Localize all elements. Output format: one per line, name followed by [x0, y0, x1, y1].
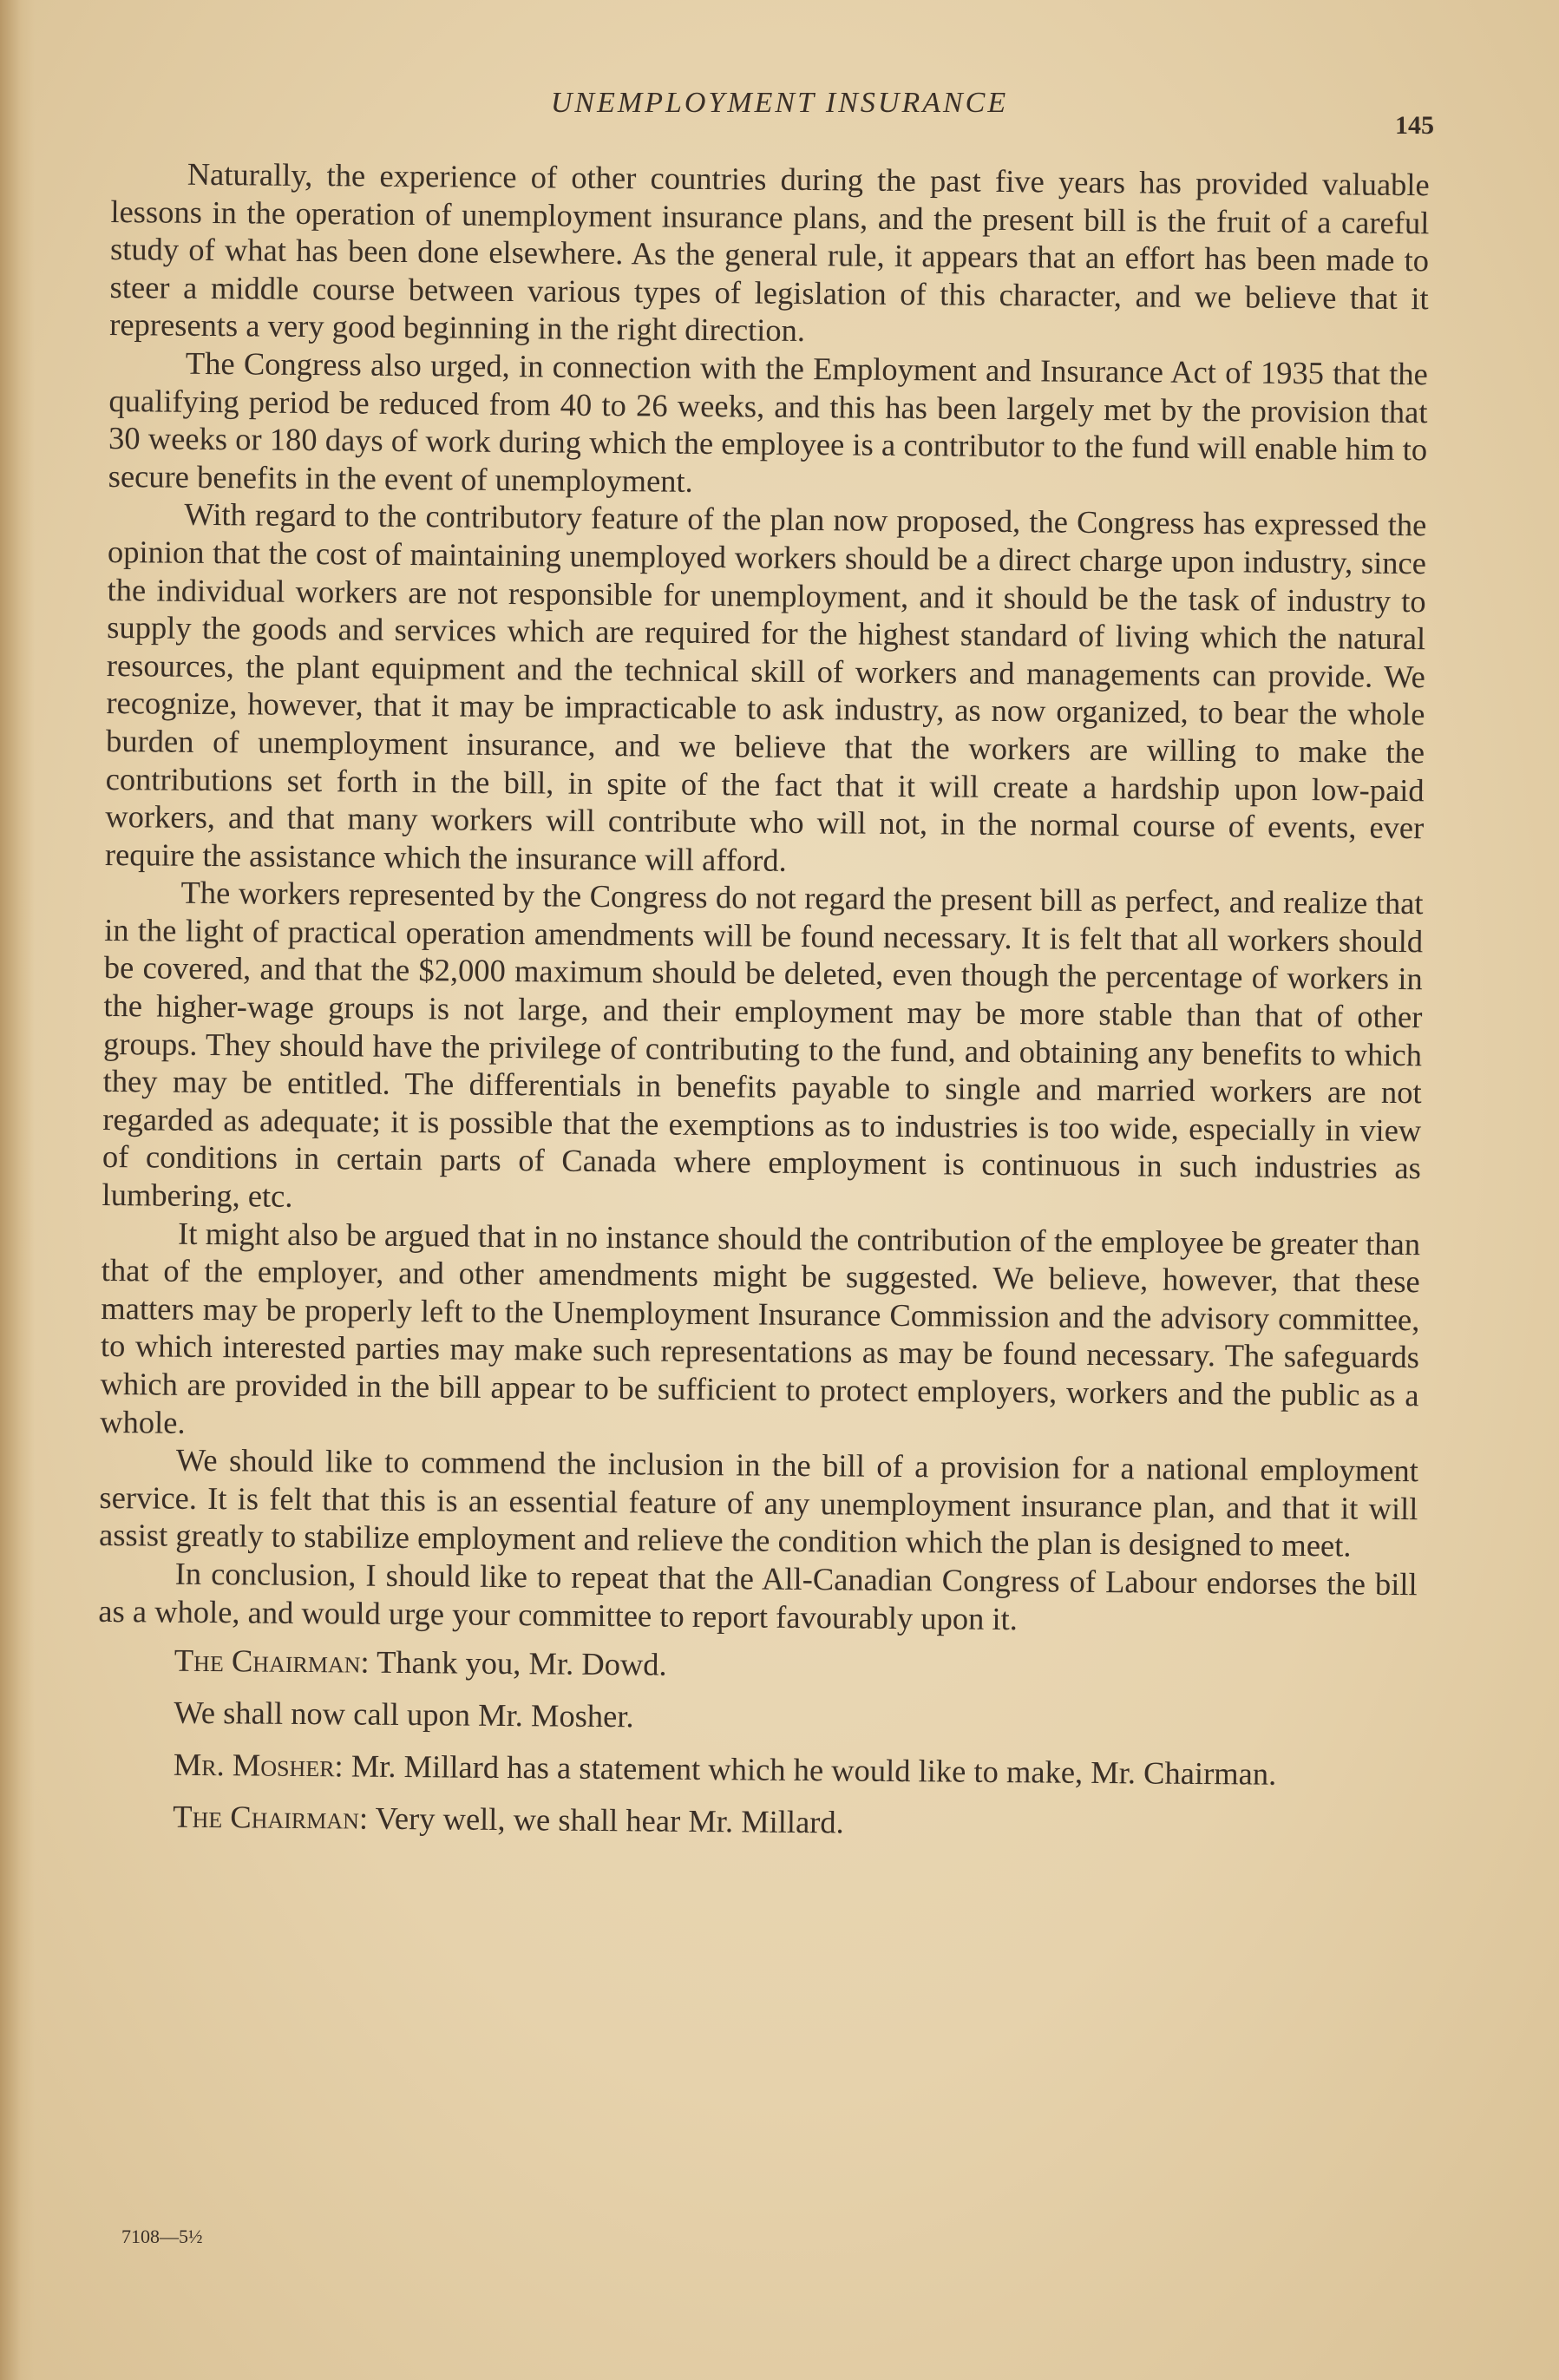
body-text — [96, 154, 1430, 1849]
paragraph: With regard to the contributory feature of the plan now proposed, the Congress has expressed the opinion that the cost of maintaining unemployed workers should be a direct charge upon industry, since the individual workers are not responsible for unemployment, and it should be the task of industry to supply the goods and services which are required for the highest standard of living which the natural resources, the plant equipment and the technical skill of workers and managements can provide. We recognize, however, that it may be impracticable to ask industry, as now organized, to bear the whole burden of unemployment insurance, and we believe that the workers are willing to make the contributions set forth in the bill, in spite of the fact that it will create a hardship upon low-paid workers, and that many workers will contribute who will not, in the normal course of events, ever require the assistance which the insurance will afford. — [104, 496, 1427, 878]
speaker-label: Mr. Mosher: — [173, 1746, 344, 1784]
dialogue-text: Mr. Millard has a statement which he would like to make, Mr. Chairman. — [343, 1747, 1277, 1792]
running-title: UNEMPLOYMENT INSURANCE — [550, 87, 1009, 119]
speaker-label: The Chairman: — [173, 1798, 369, 1836]
paragraph: It might also be argued that in no instance should the contribution of the employee be greater than that of the employer, and other amendments might be suggested. We believe, however, that these matters may be properly left to the Unemployment Insurance Commission and the advisory committee, to which interested parties may make such representations as may be found necessary. The safeguards which are provided in the bill appear to be sufficient to protect employers, workers and the public as a whole. — [100, 1215, 1421, 1440]
speaker-label: The Chairman: — [174, 1642, 370, 1680]
paragraph: Naturally, the experience of other countries during the past five years has provided valuable lessons in the operation of unemployment insurance plans, and the present bill is the fruit of a careful study of what has been done elsewhere. As the general rule, it appears that an effort has been made to steer a middle course between various types of legislation of this character, and we believe that it represents a very good beginning in the right direction. — [109, 155, 1430, 349]
dialogue-line — [98, 1638, 1417, 1693]
paragraph: In conclusion, I should like to repeat that the All-Canadian Congress of Labour endorses the bill as a whole, and would urge your committee to report favourably upon it. — [98, 1555, 1418, 1636]
dialogue-line — [97, 1690, 1416, 1745]
paragraph: We should like to commend the inclusion in the bill of a provision for a national employment service. It is felt that this is an essential feature of any unemployment insurance plan, and that it will assist greatly to stabilize employment and relieve the condition which the plan is designed to meet. — [98, 1441, 1418, 1564]
dialogue-line — [97, 1742, 1416, 1797]
paragraph: The Congress also urged, in connection with the Employment and Insurance Act of 1935 that the qualifying period be reduced from 40 to 26 weeks, and this has been largely met by the provision that 30 weeks or 180 days of work during which the employee is a contributor to the fund will enable him to secure benefits in the event of unemployment. — [108, 344, 1429, 499]
paragraph: The workers represented by the Congress do not regard the present bill as perfect, and realize that in the light of practical operation amendments will be found necessary. It is felt that all workers should be covered, and that the $2,000 maximum should be deleted, even though the percentage of workers in the higher-wage groups is not large, and their employment may be more stable than that of other groups. They should have the privilege of contributing to the fund, and obtaining any benefits to which they may be entitled. The differentials in benefits payable to single and married workers are not regarded as adequate; it is possible that the exemptions as to industries is too wide, especially in view of conditions in certain parts of Canada where employment is continuous in such industries as lumbering, etc. — [102, 875, 1424, 1214]
dialogue-line — [96, 1794, 1415, 1849]
signature-mark: 7108—5½ — [121, 2226, 203, 2247]
dialogue-text: We shall now call upon Mr. Mosher. — [174, 1694, 634, 1734]
dialogue-text: Very well, we shall hear Mr. Millard. — [367, 1800, 844, 1840]
dialogue-text: Thank you, Mr. Dowd. — [369, 1643, 667, 1682]
page-number: 145 — [1395, 111, 1434, 140]
